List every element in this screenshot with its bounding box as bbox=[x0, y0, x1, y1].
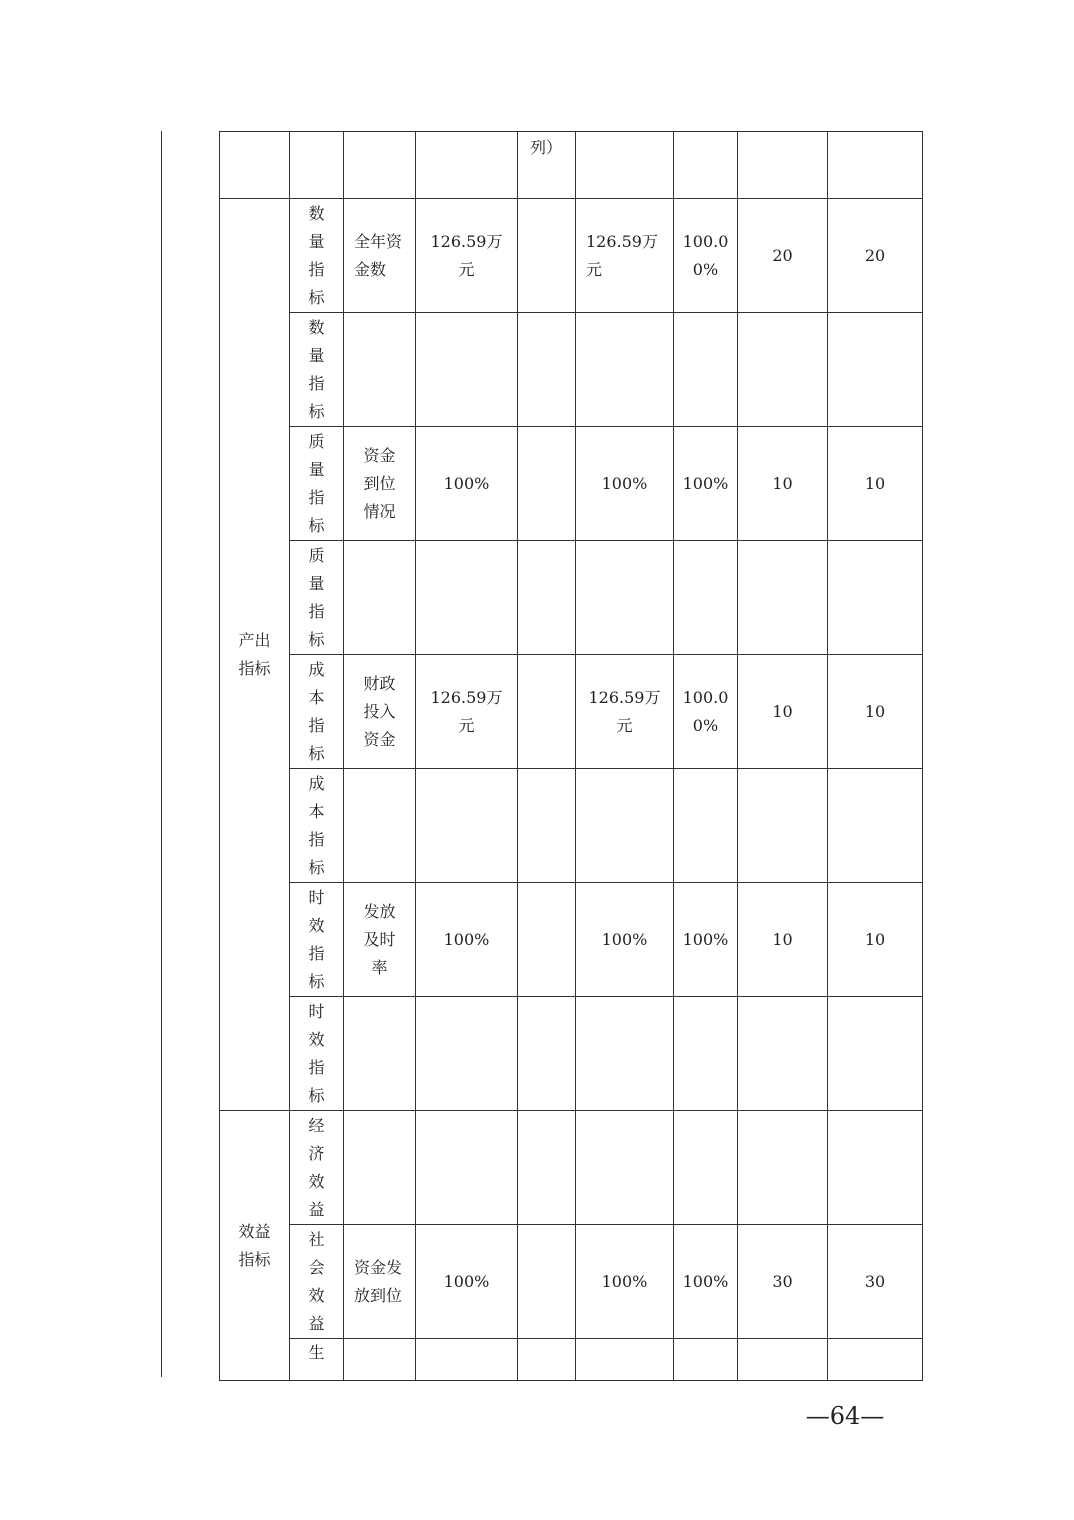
category-label: 社会效益 bbox=[308, 1229, 325, 1333]
indicator-name: 发放及时率 bbox=[363, 901, 396, 977]
target-value: 100% bbox=[443, 473, 490, 493]
weight-value: 10 bbox=[772, 701, 793, 721]
group-label: 效益指标 bbox=[238, 1221, 271, 1269]
category-label: 经济效益 bbox=[308, 1115, 325, 1219]
table-row bbox=[220, 1225, 923, 1339]
target-value: 126.59万元 bbox=[430, 687, 503, 735]
group-label: 产出指标 bbox=[238, 630, 271, 678]
actual-value: 100% bbox=[601, 1271, 648, 1291]
completion-rate: 100% bbox=[682, 473, 729, 493]
table-row bbox=[220, 655, 923, 769]
table-row bbox=[220, 541, 923, 655]
indicator-name: 资金到位情况 bbox=[363, 445, 396, 521]
table-row bbox=[220, 883, 923, 997]
category-label: 质量指标 bbox=[308, 431, 325, 535]
indicator-name: 全年资金数 bbox=[354, 231, 403, 279]
category-label: 时效指标 bbox=[308, 887, 325, 991]
indicator-name: 资金发放到位 bbox=[354, 1257, 403, 1305]
left-margin-line bbox=[161, 131, 162, 1377]
category-label: 数量指标 bbox=[308, 203, 325, 307]
score-value: 10 bbox=[864, 929, 886, 949]
actual-value: 100% bbox=[601, 473, 648, 493]
target-value: 126.59万元 bbox=[430, 231, 503, 279]
target-value: 100% bbox=[443, 929, 490, 949]
category-label: 质量指标 bbox=[308, 545, 325, 649]
table-row bbox=[220, 1339, 923, 1381]
completion-rate: 100.00% bbox=[682, 231, 729, 279]
table-row bbox=[220, 313, 923, 427]
table-row bbox=[220, 199, 923, 313]
table-row bbox=[220, 769, 923, 883]
target-value: 100% bbox=[443, 1271, 490, 1291]
table-row bbox=[220, 427, 923, 541]
completion-rate: 100.00% bbox=[682, 687, 729, 735]
group-label-cell bbox=[220, 199, 290, 1111]
table-row bbox=[220, 997, 923, 1111]
category-label: 成本指标 bbox=[308, 773, 325, 877]
score-value: 30 bbox=[864, 1271, 886, 1291]
category-label: 成本指标 bbox=[308, 659, 325, 763]
completion-rate: 100% bbox=[682, 929, 729, 949]
actual-value: 126.59万元 bbox=[586, 231, 658, 279]
score-value: 10 bbox=[864, 701, 886, 721]
category-label: 数量指标 bbox=[308, 317, 325, 421]
weight-value: 20 bbox=[772, 245, 793, 265]
actual-value: 100% bbox=[601, 929, 648, 949]
weight-value: 10 bbox=[772, 929, 793, 949]
actual-value: 126.59万元 bbox=[588, 687, 661, 735]
performance-table bbox=[219, 131, 923, 1381]
score-value: 20 bbox=[864, 245, 886, 265]
group-label-cell bbox=[220, 1111, 290, 1381]
table-row bbox=[220, 1111, 923, 1225]
table-row-continued bbox=[220, 132, 923, 199]
measure-continued-text: 列） bbox=[530, 138, 563, 157]
weight-value: 30 bbox=[772, 1271, 793, 1291]
category-label: 时效指标 bbox=[308, 1001, 325, 1105]
score-value: 10 bbox=[864, 473, 886, 493]
category-label: 生 bbox=[308, 1343, 325, 1362]
completion-rate: 100% bbox=[682, 1271, 729, 1291]
page-number: —64— bbox=[805, 1402, 885, 1430]
weight-value: 10 bbox=[772, 473, 793, 493]
indicator-name: 财政投入资金 bbox=[363, 673, 396, 749]
